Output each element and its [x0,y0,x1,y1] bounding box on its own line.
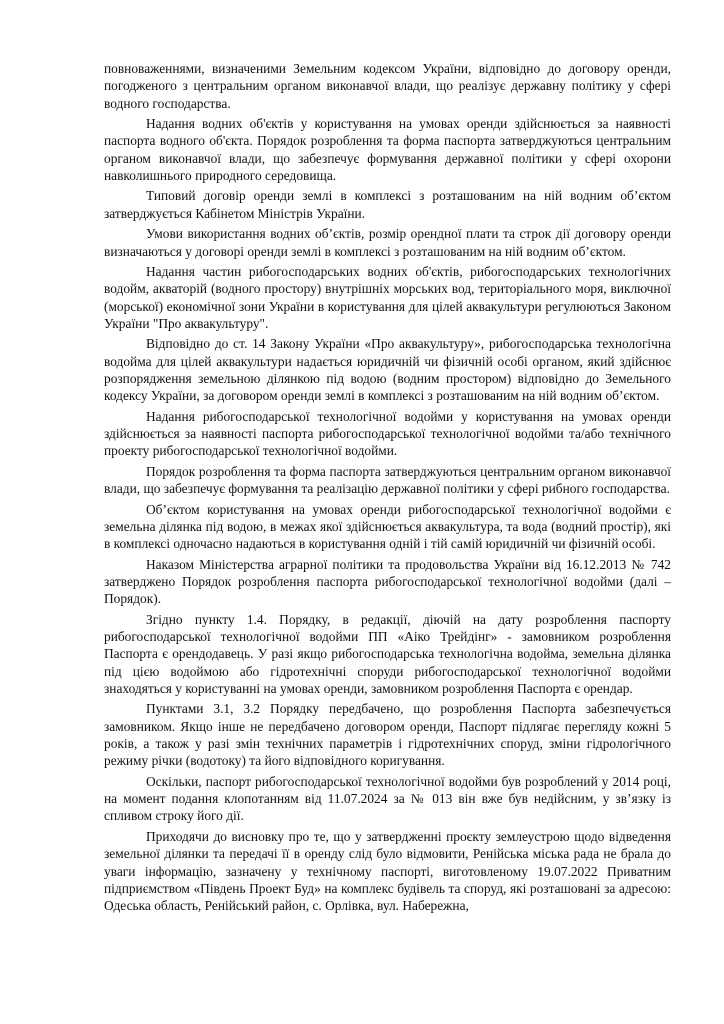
paragraph-water-objects-passport: Надання водних об'єктів у користування на умовах оренди здійснюється за наявності паспорта водного об'єкта. Порядок розроблення та форма паспорта затверджуються центральним органом виконавчої влади, що забезпечує формування державної політики у сфері охорони навколишнього природного середовища. [104,116,671,183]
paragraph-clauses-3-1-3-2: Пунктами 3.1, 3.2 Порядку передбачено, що розроблення Паспорта забезпечується замовником. Якщо інше не передбачено договором оренди, Паспорт підлягає перегляду кожні 5 років, а також у разі змін технічних параметрів і гідротехнічних споруд, зміни гідрологічного режиму річки (водотоку) та його відповідного коригування. [104,701,671,769]
document-page [104,60,671,918]
paragraph-lease-object: Об’єктом користування на умовах оренди рибогосподарської технологічної водойми є земельна ділянка під водою, в межах якої здійснюється аквакультура, та вода (водний простір), які в комплексі одночасно надаються в користування одній і тій самій юридичній чи фізичній особі. [104,501,671,552]
paragraph-typical-lease-agreement: Типовий договір оренди землі в комплексі з розташованим на ній водним об’єктом затверджується Кабінетом Міністрів України. [104,188,671,221]
paragraph-conclusion: Приходячи до висновку про те, що у затвердженні проєкту землеустрою щодо відведення земельної ділянки та передачі її в оренду слід було відмовити, Ренійська міська рада не брала до уваги інформацію, зазначену у технічному паспорті, виготовленому 19.07.2022 Приватним підприємством «Південь Проект Буд» на комплекс будівель та споруд, які розташовані за адресою: Одеська область, Ренійський район, с. Орлівка, вул. Набережна, [104,828,671,914]
paragraph-article-14: Відповідно до ст. 14 Закону України «Про аквакультуру», рибогосподарська технологічна водойма для цілей аквакультури надається юридичній чи фізичній особі органом, який здійснює розпорядження земельною ділянкою під водою (водним простором) відповідно до Земельного кодексу України, за договором оренди землі в комплексі з розташованим на ній водним об’єктом. [104,336,671,404]
paragraph-fishery-passport: Надання рибогосподарської технологічної водойми у користування на умовах оренди здійснюється за наявності паспорта рибогосподарської технологічної водойми та/або технічного проекту рибогосподарської технологічної водойми. [104,408,671,459]
paragraph-continuation: повноваженнями, визначеними Земельним кодексом України, відповідно до договору оренди, погодженого з центральним органом виконавчої влади, що реалізує державну політику у сфері водного господарства. [104,61,671,111]
paragraph-aquaculture-law: Надання частин рибогосподарських водних об'єктів, рибогосподарських технологічних водойм, акваторій (водного простору) внутрішніх морських вод, територіального моря, виключної (морської) економічної зони України в користування для цілей аквакультури регулюються Законом України "Про аквакультуру". [104,264,671,331]
paragraph-passport-expired: Оскільки, паспорт рибогосподарської технологічної водойми був розроблений у 2014 році, на момент подання клопотанням від 11.07.2024 за № 013 він вже був недійсним, у зв’язку із спливом строку його дії. [104,773,671,824]
paragraph-lease-conditions: Умови використання водних об’єктів, розмір орендної плати та строк дії договору оренди визначаються у договорі оренди землі в комплексі з розташованим на ній водним об’єктом. [104,226,671,259]
paragraph-passport-procedure: Порядок розроблення та форма паспорта затверджуються центральним органом виконавчої влади, що забезпечує формування та реалізацію державної політики у сфері рибного господарства. [104,463,671,497]
paragraph-clause-1-4: Згідно пункту 1.4. Порядку, в редакції, діючій на дату розроблення паспорту рибогосподарської технологічної водойми ПП «Аіко Трейдінг» - замовником розроблення Паспорта є орендодавець. У разі якщо рибогосподарська технологічна водойма, земельна ділянка під цією водоймою або гідротехнічні споруди рибогосподарської технологічної водойми знаходяться у користуванні на умовах оренди, замовником розроблення Паспорта є орендар. [104,611,671,696]
paragraph-ministry-order: Наказом Міністерства аграрної політики та продовольства України від 16.12.2013 № 742 затверджено Порядок розроблення паспорта рибогосподарської технологічної водойми (далі – Порядок). [104,556,671,607]
